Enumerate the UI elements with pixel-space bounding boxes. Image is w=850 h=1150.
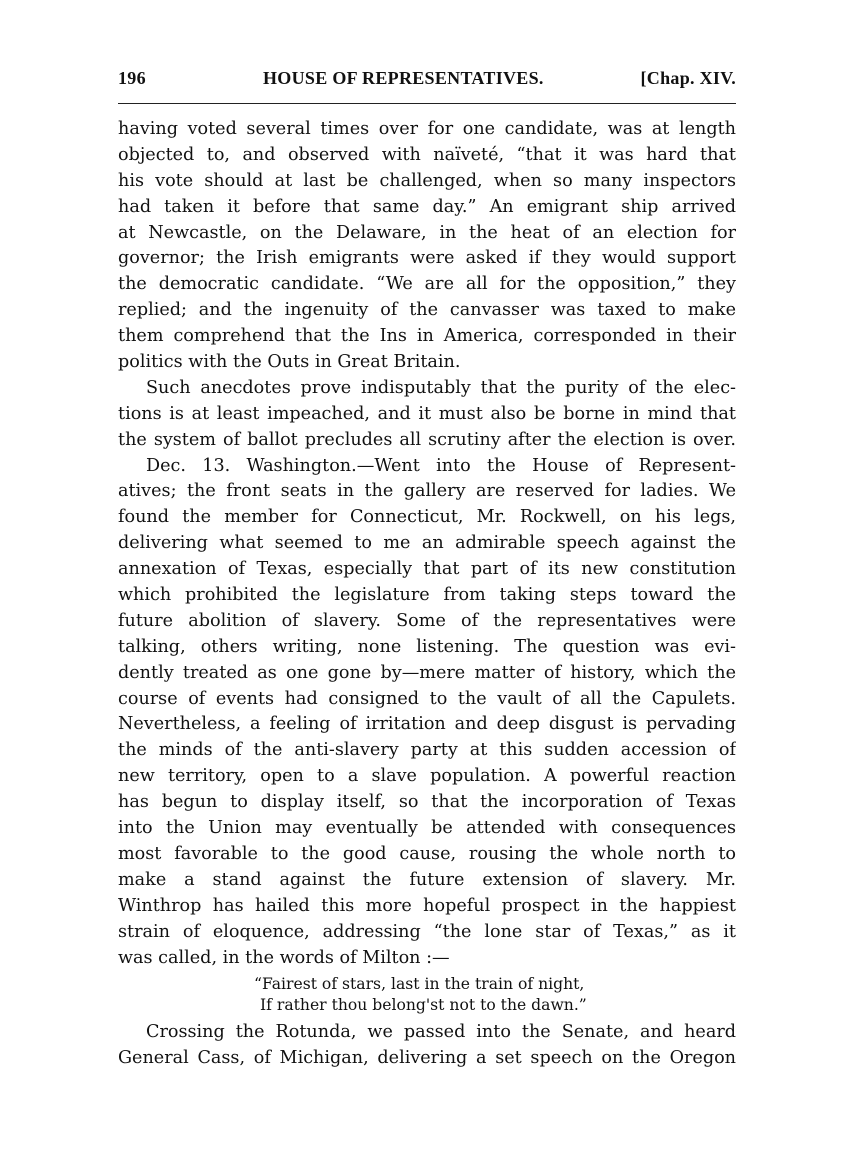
text-line: new territory, open to a slave population. A powerful reaction xyxy=(118,766,736,787)
text-line: tions is at least impeached, and it must also be borne in mind that xyxy=(118,403,736,424)
verse-line: “Fairest of stars, last in the train of night, xyxy=(254,975,585,994)
body-text xyxy=(118,117,736,1072)
text-line: dently treated as one gone by—mere matter of history, which the xyxy=(118,662,736,683)
text-line: the democratic candidate. “We are all for the opposition,” they xyxy=(118,274,736,295)
text-line: was called, in the words of Milton :— xyxy=(118,947,450,968)
text-line: make a stand against the future extension of slavery. Mr. xyxy=(118,869,736,890)
text-line: Such anecdotes prove indisputably that the purity of the elec- xyxy=(146,377,736,398)
text-line: General Cass, of Michigan, delivering a set speech on the Oregon xyxy=(118,1048,736,1069)
text-line: the system of ballot precludes all scrutiny after the election is over. xyxy=(118,429,736,450)
text-line: Crossing the Rotunda, we passed into the Senate, and heard xyxy=(146,1022,736,1043)
text-line: had taken it before that same day.” An emigrant ship arrived xyxy=(118,196,736,217)
text-line: replied; and the ingenuity of the canvasser was taxed to make xyxy=(118,300,736,321)
chapter-reference: [Chap. XIV. xyxy=(640,68,736,88)
running-header xyxy=(118,68,736,92)
text-line: governor; the Irish emigrants were asked if they would support xyxy=(118,248,736,269)
text-line: Nevertheless, a feeling of irritation and deep disgust is pervading xyxy=(118,714,736,735)
text-line: having voted several times over for one candidate, was at length xyxy=(118,119,736,139)
text-line: delivering what seemed to me an admirable speech against the xyxy=(118,533,736,554)
text-line: strain of eloquence, addressing “the lone star of Texas,” as it xyxy=(118,921,736,942)
text-line: talking, others writing, none listening. The question was evi- xyxy=(118,636,736,657)
text-line: future abolition of slavery. Some of the representatives were xyxy=(118,610,736,631)
text-line: found the member for Connecticut, Mr. Rockwell, on his legs, xyxy=(118,507,736,528)
header-rule xyxy=(118,103,736,104)
text-line: into the Union may eventually be attended with consequences xyxy=(118,818,736,839)
text-line: them comprehend that the Ins in America, corresponded in their xyxy=(118,326,736,347)
text-line: objected to, and observed with naïveté, “that it was hard that xyxy=(118,144,736,165)
text-line: most favorable to the good cause, rousing the whole north to xyxy=(118,843,736,864)
running-title: HOUSE OF REPRESENTATIVES. xyxy=(263,68,544,88)
text-line: course of events had consigned to the vault of all the Capulets. xyxy=(118,688,736,709)
text-line: annexation of Texas, especially that part of its new constitution xyxy=(118,559,736,580)
text-line: the minds of the anti-slavery party at this sudden accession of xyxy=(118,740,736,761)
text-line: his vote should at last be challenged, when so many inspectors xyxy=(118,170,736,191)
text-line: which prohibited the legislature from taking steps toward the xyxy=(118,585,736,606)
text-line: at Newcastle, on the Delaware, in the heat of an election for xyxy=(118,222,736,243)
verse-line: If rather thou belong'st not to the dawn.” xyxy=(260,996,587,1015)
text-line: Dec. 13. Washington.—Went into the House of Represent- xyxy=(146,455,736,476)
text-line: politics with the Outs in Great Britain. xyxy=(118,352,461,373)
verse-quotation xyxy=(118,971,736,1020)
text-line: Winthrop has hailed this more hopeful prospect in the happiest xyxy=(118,895,736,916)
text-line: has begun to display itself, so that the incorporation of Texas xyxy=(118,792,736,813)
text-line: atives; the front seats in the gallery are reserved for ladies. We xyxy=(118,481,736,502)
page-number: 196 xyxy=(118,68,146,88)
